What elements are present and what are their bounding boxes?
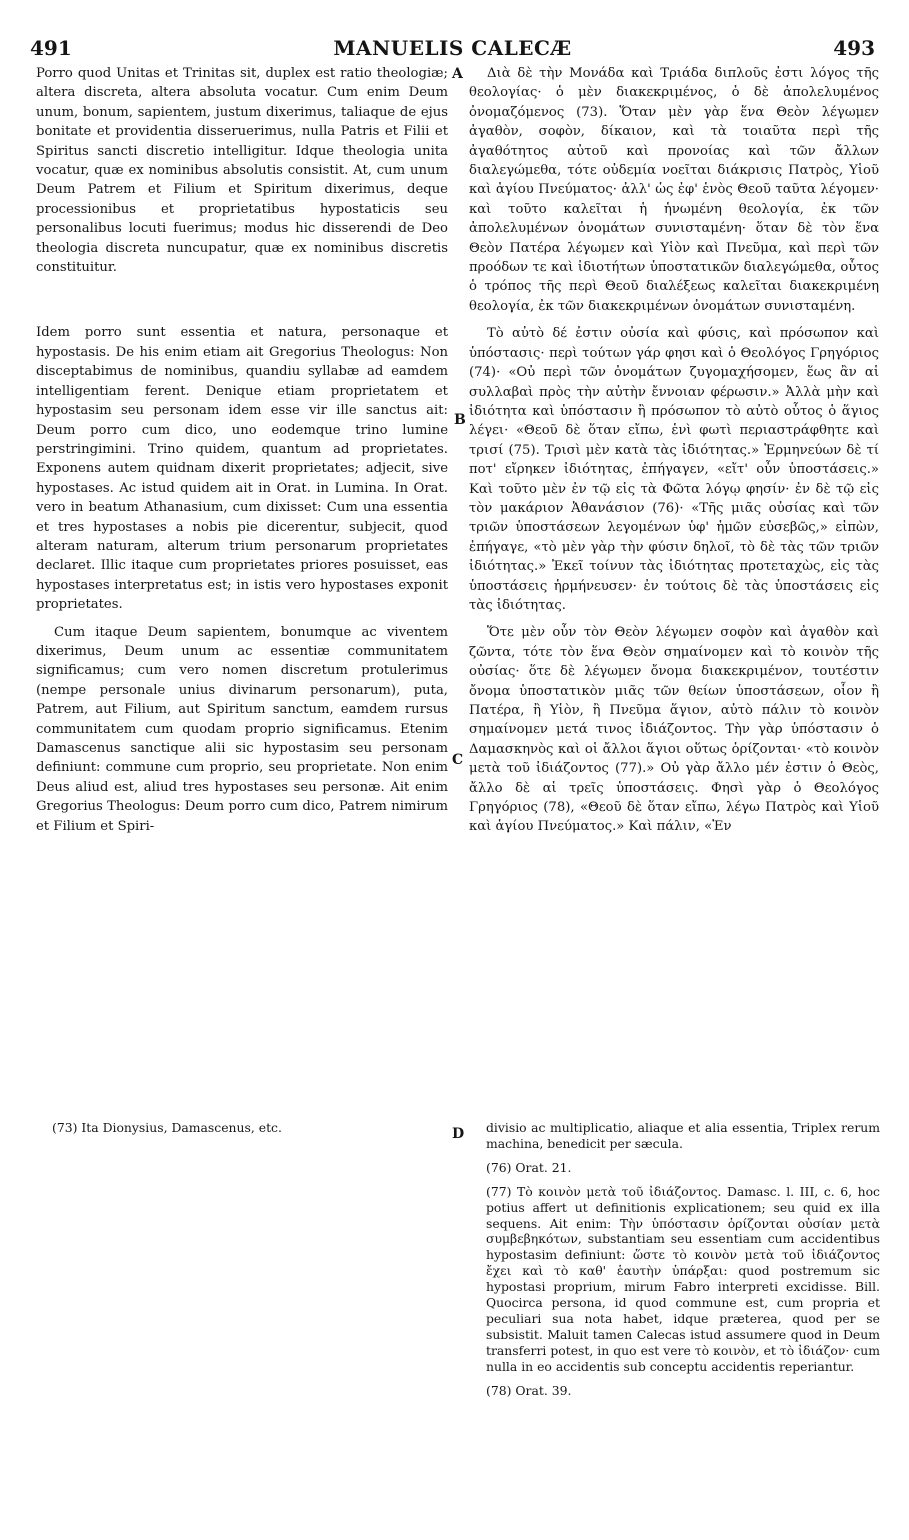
footnote-76: (76) Orat. 21.: [486, 1159, 572, 1175]
footnote-73: (73) Ita Dionysius, Damascenus, etc.: [52, 1120, 282, 1135]
margin-marker-a: A: [452, 66, 463, 82]
margin-marker-c: C: [452, 752, 464, 768]
footnote-continuation: divisio ac multiplicatio, aliaque et alia essentia, Triplex rerum machina, benedicit per sæcula.: [486, 1120, 880, 1151]
latin-paragraph-2: Idem porro sunt essentia et natura, personaque et hypostasis. De his enim etiam ait Gregorius Theologus: Non disceptabimus de nominibus, quandiu syllabæ ad eamdem intelligentiam ferent. Denique etiam proprietatem et hypostasim seu personam idem esse vir ille sanctus ait: Deum porro cum dico, uno eodemque trino lumine perstringimini. Trino quidem, quantum ad proprietates. Exponens autem quidnam dixerit proprietates; adjecit, sive hypostases. Ac istud quidem ait in Orat. in Lumina. In Orat. vero in beatum Athanasium, cum dixisset: Cum una essentia et tres hypostases a nobis pie dicerentur, subjecit, quod alteram naturam, alterum trium personarum proprietates declaret. Illic itaque cum proprietates priores posuisset, eas hypostases interpretatus est; in istis vero hypostases exponit proprietates.: [36, 325, 448, 613]
footnotes-left: [52, 1120, 448, 1144]
margin-marker-b: B: [454, 412, 466, 428]
latin-column: [36, 64, 448, 844]
page-number-right: 493: [833, 36, 875, 60]
running-title: MANUELIS CALECÆ: [333, 36, 572, 60]
footnotes-right: [486, 1120, 880, 1407]
greek-column: [469, 64, 879, 845]
latin-paragraph-3: Cum itaque Deum sapientem, bonumque ac viventem dixerimus, Deum unum ac essentiæ communitatem significamus; cum vero nomen discretum protulerimus (nempe personale unius divinarum personarum), puta, Patrem, aut Filium, aut Spiritum sanctum, eamdem rursus communitatem cum quodam proprio significamus. Etenim Damascenus sanctique alii sic hypostasim seu personam definiunt: commune cum proprio, seu proprietate. Non enim Deus aliud est, aliud tres hypostases seu personæ. Ait enim Gregorius Theologus: Deum porro cum dico, Patrem nimirum et Filium et Spiri-: [36, 624, 448, 834]
greek-paragraph-1: Διὰ δὲ τὴν Μονάδα καὶ Τριάδα διπλοῦς ἐστι λόγος τῆς θεολογίας· ὁ μὲν διακεκριμένος, ὁ δὲ ἀπολελυμένος ὀνομαζόμενος (73). Ὅταν μὲν γὰρ ἕνα Θεὸν λέγωμεν ἀγαθὸν, σοφὸν, δίκαιον, καὶ τὰ τοιαῦτα περὶ τῆς ἀγαθότητος αὐτοῦ καὶ προνοίας καὶ τῶν ἄλλων διαλεγώμεθα, τότε οὐδεμία νοεῖται διάκρισις Πατρὸς, Υἱοῦ καὶ ἁγίου Πνεύματος· ἀλλ' ὡς ἐφ' ἑνὸς Θεοῦ ταῦτα λέγομεν· καὶ τοῦτο καλεῖται ἡ ἡνωμένη θεολογία, ἐκ τῶν ἀπολελυμένων ὀνομάτων συνισταμένη· ὅταν δὲ τὸν ἕνα Θεὸν Πατέρα λέγωμεν καὶ Υἱὸν καὶ Πνεῦμα, καὶ περὶ τῶν προόδων τε καὶ ἰδιοτήτων ὑποστατικῶν διαλεγώμεθα, οὗτος ὁ τρόπος τῆς περὶ Θεοῦ διαλέξεως καλεῖται διακεκριμένη θεολογία, ἐκ τῶν διακεκριμένων ὀνομάτων συνισταμένη.: [469, 66, 879, 314]
page-header: [30, 36, 875, 62]
page-number-left: 491: [30, 36, 72, 60]
greek-paragraph-3: Ὅτε μὲν οὖν τὸν Θεὸν λέγωμεν σοφὸν καὶ ἀγαθὸν καὶ ζῶντα, τότε τὸν ἕνα Θεὸν σημαίνομεν καὶ τὸ κοινὸν τῆς οὐσίας· ὅτε δὲ λέγωμεν ὄνομα διακεκριμένον, τουτέστιν ὄνομα ὑποστατικὸν μιᾶς τῶν θείων ὑποστάσεων, οἷον ἢ Πατέρα, ἢ Υἱὸν, ἢ Πνεῦμα ἅγιον, αὐτὸ πάλιν τὸ κοινὸν σημαίνομεν μετά τινος ἰδιάζοντος. Τὴν γὰρ ὑπόστασιν ὁ Δαμασκηνὸς καὶ οἱ ἄλλοι ἅγιοι οὕτως ὁρίζονται· «τὸ κοινὸν μετὰ τοῦ ἰδιάζοντος (77).» Οὐ γὰρ ἄλλο μέν ἐστιν ὁ Θεὸς, ἄλλο δὲ αἱ τρεῖς ὑποστάσεις. Φησὶ γὰρ ὁ Θεολόγος Γρηγόριος (78), «Θεοῦ δὲ ὅταν εἴπω, λέγω Πατρὸς καὶ Υἱοῦ καὶ ἁγίου Πνεύματος.» Καὶ πάλιν, «Ἐν: [469, 625, 879, 835]
footnote-78: (78) Orat. 39.: [486, 1382, 572, 1398]
footnote-77: (77) Τὸ κοινὸν μετὰ τοῦ ἰδιάζοντος. Damasc. l. III, c. 6, hoc potius affert ut definitionis explicationem; seu quid ex illa sequens. Ait enim: Τὴν ὑπόστασιν ὁρίζονται οὐσίαν μετὰ συμβεβηκότων, substantiam seu essentiam cum accidentibus hypostasim definiunt: ὥστε τὸ κοινὸν μετὰ τοῦ ἰδιάζοντος ἔχει καὶ τὸ καθ' ἑαυτὴν ὑπάρξαι: quod postremum sic hypostasi proprium, mirum Fabro interpreti excidisse. Bill. Quocirca persona, id quod commune est, cum propria et peculiari sua nota habet, idque præterea, quod per se subsistit. Maluit tamen Calecas istud assumere quod in Deum transferri potest, in quo est vere τὸ κοινὸν, et τὸ ἰδιάζον· cum nulla in eo accidentis sub conceptu accidentis reperiantur.: [486, 1183, 880, 1374]
margin-marker-d: D: [452, 1126, 465, 1142]
latin-paragraph-1: Porro quod Unitas et Trinitas sit, duplex est ratio theologiæ; altera discreta, altera absoluta vocatur. Cum enim Deum unum, bonum, sapientem, justum dixerimus, taliaque de ejus bonitate et providentia disseruerimus, nulla Patris et Filii et Spiritus sancti discretio intelligitur. Idque theologia unita vocatur, quæ ex nominibus absolutis consistit. At, cum unum Deum Patrem et Filium et Spiritum dixerimus, deque processionibus et proprietatibus hypostaticis seu personalibus locuti fuerimus; modus hic disserendi de Deo theologia discreta nuncupatur, quæ ex nominibus discretis constituitur.: [36, 66, 448, 276]
greek-paragraph-2: Τὸ αὐτὸ δέ ἐστιν οὐσία καὶ φύσις, καὶ πρόσωπον καὶ ὑπόστασις· περὶ τούτων γάρ φησι καὶ ὁ Θεολόγος Γρηγόριος (74)· «Οὐ περὶ τῶν ὀνομάτων ζυγομαχήσομεν, ἕως ἂν αἱ συλλαβαὶ πρὸς τὴν αὐτὴν ἔννοιαν φέρωσιν.» Ἀλλὰ μὴν καὶ ἰδιότητα καὶ ὑπόστασιν ἢ πρόσωπον τὸ αὐτὸ οὗτος ὁ ἅγιος λέγει· «Θεοῦ δὲ ὅταν εἴπω, ἑνὶ φωτὶ περιαστράφθητε καὶ τρισί (75). Τρισὶ μὲν κατὰ τὰς ἰδιότητας.» Ἑρμηνεύων δὲ τί ποτ' εἴρηκεν ἰδιότητας, ἐπήγαγεν, «εἴτ' οὖν ὑποστάσεις.» Καὶ τοῦτο μὲν ἐν τῷ εἰς τὰ Φῶτα λόγῳ φησίν· ἐν δὲ τῷ εἰς τὸν μακάριον Ἀθανάσιον (76)· «Τῆς μιᾶς οὐσίας καὶ τῶν τριῶν ὑποστάσεων λεγομένων ὑφ' ἡμῶν εὐσεβῶς,» εἰπὼν, ἐπήγαγε, «τὸ μὲν γὰρ τὴν φύσιν δηλοῖ, τὸ δὲ τὰς τῶν τριῶν ἰδιότητας.» Ἐκεῖ τοίνυν τὰς ἰδιότητας προτεταχὼς, εἰς τὰς ὑποστάσεις ἡρμήνευσεν· ἐν τούτοις δὲ τὰς ὑποστάσεις εἰς τὰς ἰδιότητας.: [469, 326, 879, 613]
